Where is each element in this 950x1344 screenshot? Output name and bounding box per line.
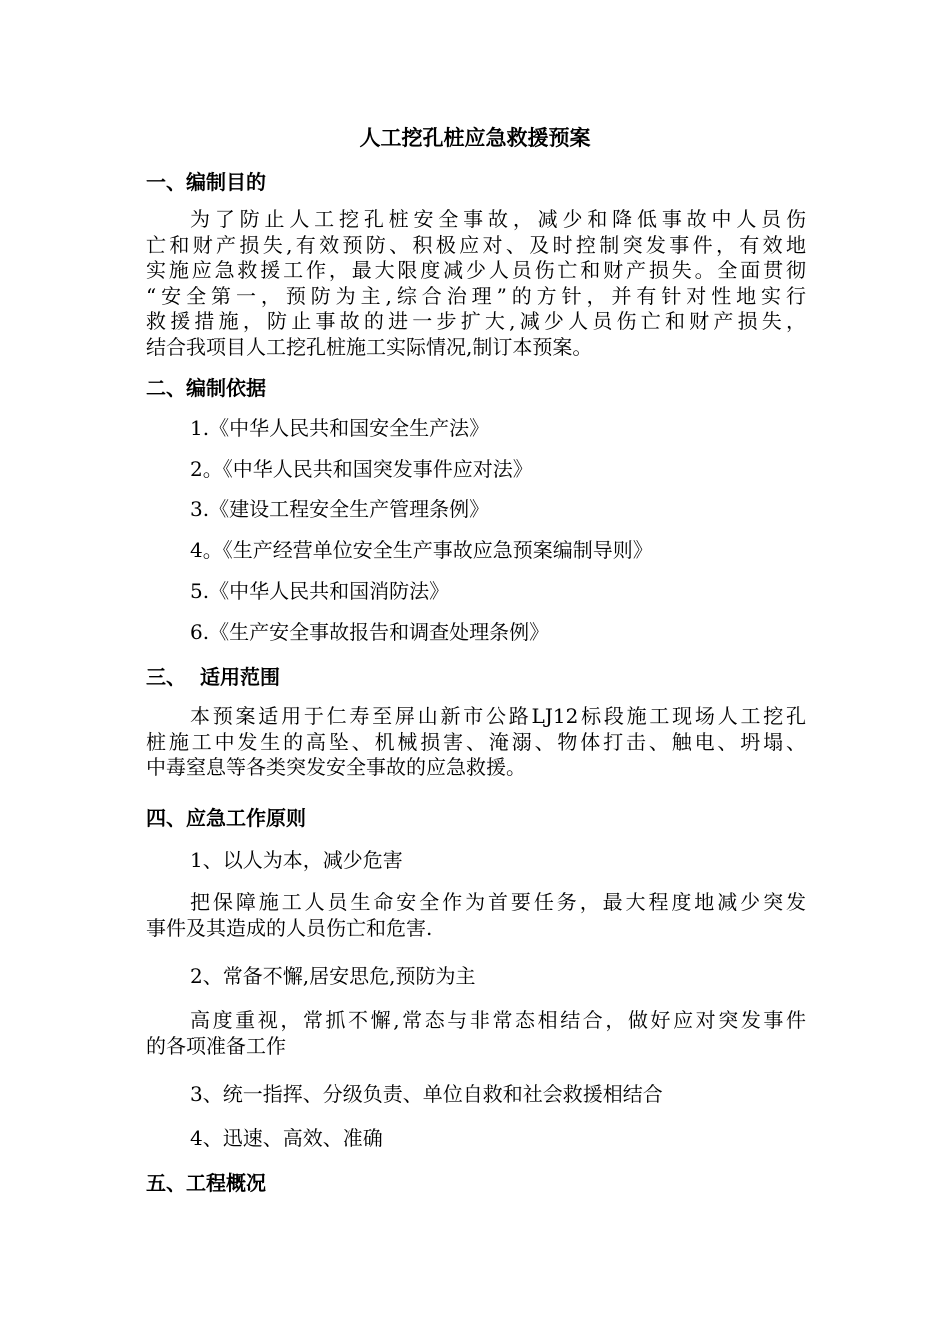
basis-list-item: 2。《中华人民共和国突发事件应对法》 [190, 457, 533, 481]
paragraph-line: 实施应急救援工作，最大限度减少人员伤亡和财产损失。全面贯彻 [146, 258, 806, 283]
section-heading-scope [146, 663, 280, 691]
paragraph-line: 中毒窒息等各类突发安全事故的应急救援。 [146, 755, 526, 780]
principle-paragraph [146, 890, 806, 941]
basis-list-item: 5.《中华人民共和国消防法》 [190, 579, 450, 603]
paragraph-line: 亡和财产损失,有效预防、积极应对、及时控制突发事件，有效地 [146, 232, 806, 257]
paragraph-line: 的各项准备工作 [146, 1033, 286, 1058]
paragraph-line: 本预案适用于仁寿至屏山新市公路LJ12标段施工现场人工挖孔 [190, 704, 806, 728]
principle-item: 1、以人为本，减少危害 [190, 848, 403, 872]
document-title: 人工挖孔桩应急救援预案 [359, 125, 591, 150]
basis-list-item: 1.《中华人民共和国安全生产法》 [190, 416, 490, 440]
section-heading-purpose: 一、编制目的 [146, 170, 266, 194]
paragraph-line: 结合我项目人工挖孔桩施工实际情况,制订本预案。 [146, 334, 593, 359]
basis-list-item: 4。《生产经营单位安全生产事故应急预案编制导则》 [190, 538, 653, 562]
basis-list-item: 6.《生产安全事故报告和调查处理条例》 [190, 620, 550, 644]
section-heading-basis: 二、编制依据 [146, 376, 266, 400]
paragraph-line: 高度重视，常抓不懈,常态与非常态相结合，做好应对突发事件 [190, 1008, 806, 1032]
paragraph-line: “安全第一，预防为主,综合治理”的方针，并有针对性地实行 [146, 283, 806, 308]
section-heading-number: 三、 [146, 665, 186, 689]
purpose-paragraph [146, 207, 806, 361]
basis-list-item: 3.《建设工程安全生产管理条例》 [190, 497, 490, 521]
section-heading-principles: 四、应急工作原则 [146, 806, 306, 830]
section-heading-text: 适用范围 [200, 665, 280, 689]
paragraph-line: 桩施工中发生的高坠、机械损害、淹溺、物体打击、触电、坍塌、 [146, 729, 806, 754]
paragraph-line: 为了防止人工挖孔桩安全事故，减少和降低事故中人员伤 [190, 207, 806, 231]
scope-paragraph [146, 704, 806, 781]
paragraph-line: 把保障施工人员生命安全作为首要任务，最大程度地减少突发 [190, 890, 806, 914]
principle-item: 2、常备不懈,居安思危,预防为主 [190, 964, 476, 988]
paragraph-line: 救援措施，防止事故的进一步扩大,减少人员伤亡和财产损失， [146, 309, 806, 334]
principle-paragraph [146, 1008, 806, 1059]
principle-item: 4、迅速、高效、准确 [190, 1126, 383, 1150]
principle-item: 3、统一指挥、分级负责、单位自救和社会救援相结合 [190, 1082, 663, 1106]
section-heading-overview: 五、工程概况 [146, 1171, 266, 1195]
paragraph-line: 事件及其造成的人员伤亡和危害. [146, 915, 433, 940]
